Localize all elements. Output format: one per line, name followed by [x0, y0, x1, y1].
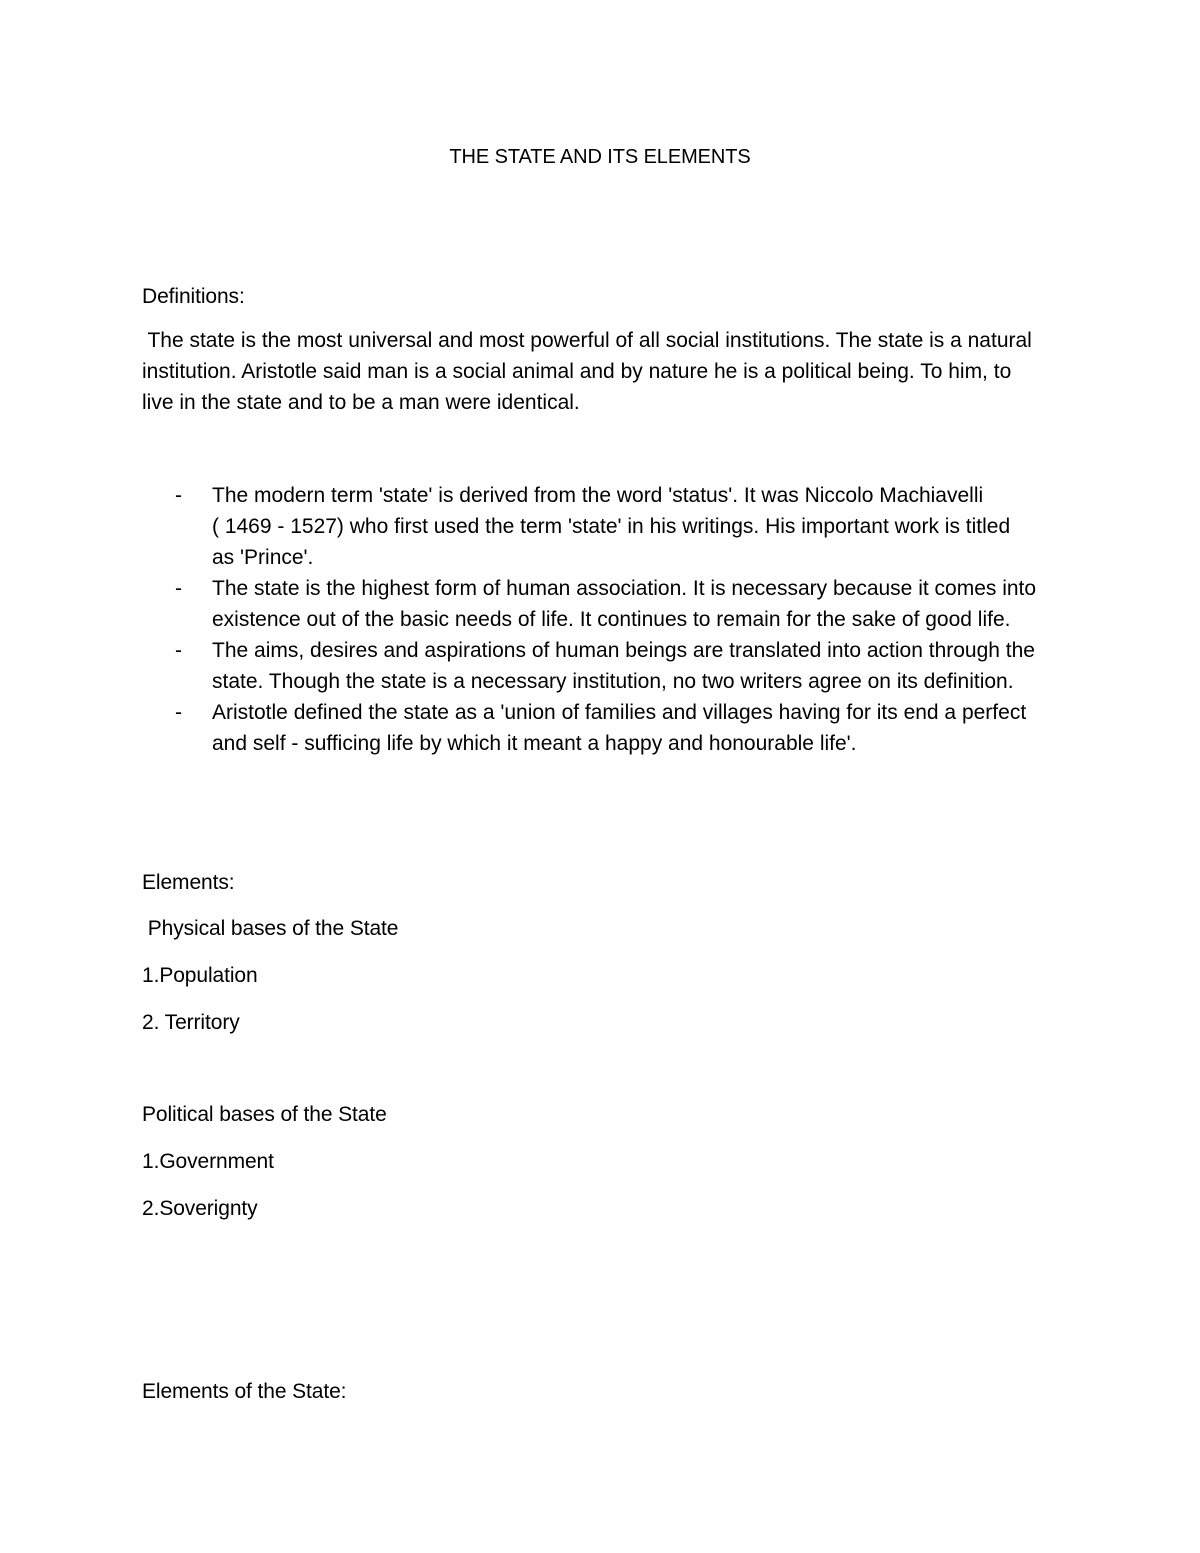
- list-item: [142, 697, 1072, 759]
- bullet-dash: -: [175, 484, 182, 507]
- list-item-line: as 'Prince'.: [212, 546, 314, 569]
- paragraph-line: institution. Aristotle said man is a social animal and by nature he is a political being. To him, to: [142, 360, 1012, 383]
- paragraph-line: The state is the most universal and most powerful of all social institutions. The state is a natural: [142, 329, 1032, 352]
- list-item-line: The modern term 'state' is derived from the word 'status'. It was Niccolo Machiavelli: [212, 484, 984, 507]
- definitions-paragraph: [142, 325, 1062, 418]
- list-item: [142, 573, 1072, 635]
- list-item-line: existence out of the basic needs of life. It continues to remain for the sake of good life.: [212, 608, 1011, 631]
- list-item-line: state. Though the state is a necessary institution, no two writers agree on its definition.: [212, 670, 1014, 693]
- document-title: THE STATE AND ITS ELEMENTS: [449, 146, 751, 168]
- physical-item-population: 1.Population: [142, 964, 258, 987]
- elements-of-state-heading: Elements of the State:: [142, 1380, 347, 1403]
- elements-heading: Elements:: [142, 871, 235, 894]
- list-item-line: Aristotle defined the state as a 'union of families and villages having for its end a perfect: [212, 701, 1027, 724]
- list-item-line: ( 1469 - 1527) who first used the term 'state' in his writings. His important work is titled: [212, 515, 1011, 538]
- list-item: [142, 480, 1072, 573]
- physical-item-territory: 2. Territory: [142, 1011, 240, 1034]
- list-item: [142, 635, 1072, 697]
- definitions-bullet-list: [142, 480, 1072, 759]
- bullet-dash: -: [175, 701, 182, 724]
- list-item-line: The aims, desires and aspirations of human beings are translated into action through the: [212, 639, 1035, 662]
- definitions-heading: Definitions:: [142, 285, 245, 308]
- political-item-government: 1.Government: [142, 1150, 274, 1173]
- list-item-line: and self - sufficing life by which it meant a happy and honourable life'.: [212, 732, 857, 755]
- physical-bases-heading: Physical bases of the State: [142, 917, 399, 940]
- list-item-line: The state is the highest form of human association. It is necessary because it comes into: [212, 577, 1037, 600]
- bullet-dash: -: [175, 639, 182, 662]
- paragraph-line: live in the state and to be a man were identical.: [142, 391, 580, 414]
- political-item-sovereignty: 2.Soverignty: [142, 1197, 258, 1220]
- bullet-dash: -: [175, 577, 182, 600]
- political-bases-heading: Political bases of the State: [142, 1103, 387, 1126]
